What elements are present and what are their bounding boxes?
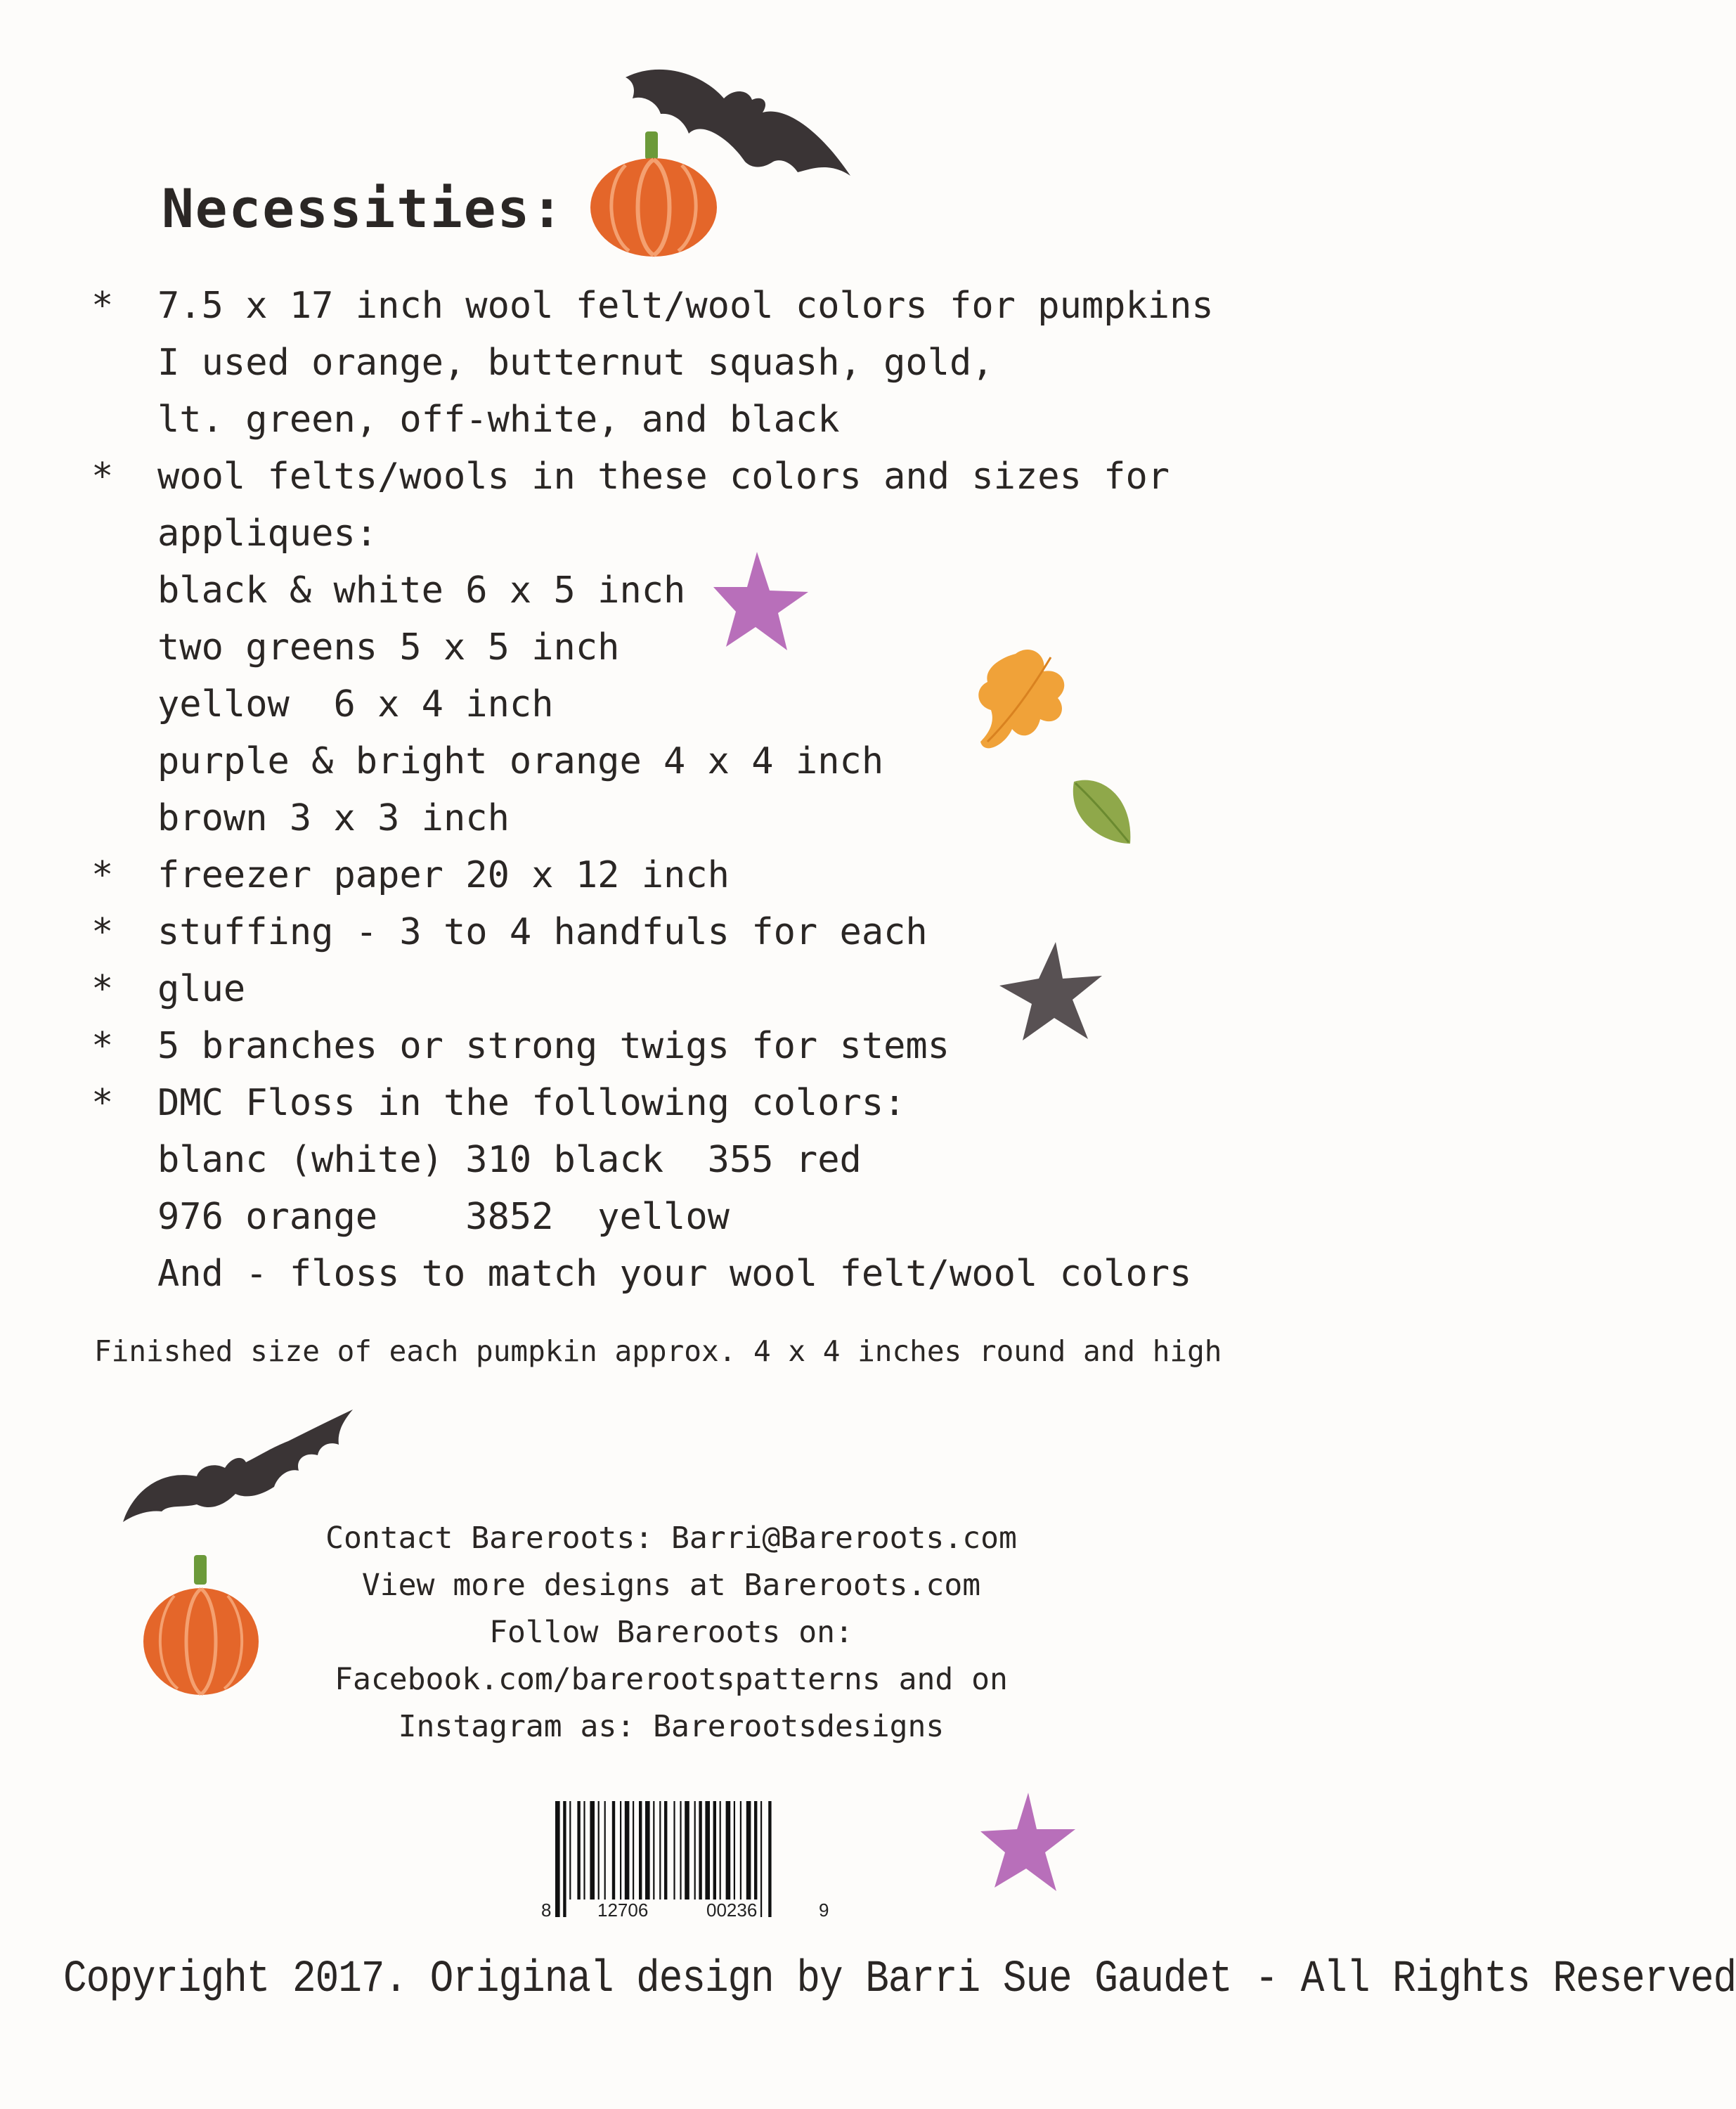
list-item-line: I used orange, butternut squash, gold, — [157, 342, 994, 384]
star-icon — [998, 942, 1103, 1047]
barcode-bar — [639, 1801, 642, 1900]
bullet: * — [91, 911, 114, 953]
star-icon — [713, 548, 812, 654]
list-item — [91, 1075, 1192, 1303]
bullet: * — [91, 854, 114, 896]
list-item-line: appliques: — [157, 512, 378, 555]
list-item-line: blanc (white) 310 black 355 red — [157, 1139, 862, 1181]
barcode-bar — [664, 1801, 667, 1900]
contact-follow-line: Follow Bareroots on: — [489, 1615, 853, 1650]
contact-email-line: Contact Bareroots: Barri@Bareroots.com — [325, 1521, 1017, 1556]
bullet: * — [91, 285, 114, 327]
barcode-bar — [577, 1801, 580, 1900]
barcode-bar — [746, 1801, 751, 1900]
contact-instagram-line: Instagram as: Barerootsdesigns — [398, 1709, 945, 1744]
leaf-icon — [1067, 773, 1137, 851]
barcode-bar — [740, 1801, 741, 1900]
list-item-line: 7.5 x 17 inch wool felt/wool colors for pumpkins — [157, 285, 1214, 327]
copyright-line: Copyright 2017. Original design by Barri Sue Gaudet - All Rights Reserved — [63, 1953, 1736, 2005]
page-title: Necessities: — [162, 177, 565, 240]
barcode-bar — [713, 1801, 716, 1900]
barcode-bar — [633, 1801, 634, 1900]
contact-block — [232, 1515, 1110, 1750]
barcode-bar — [583, 1801, 585, 1900]
bullet: * — [91, 456, 114, 498]
contact-facebook-line: Facebook.com/barerootspatterns and on — [335, 1662, 1008, 1697]
bullet: * — [91, 1025, 114, 1067]
barcode-left-group: 12706 — [597, 1900, 649, 1921]
barcode-bar — [705, 1801, 710, 1900]
barcode-bar — [598, 1801, 600, 1900]
list-item-line: black & white 6 x 5 inch — [157, 569, 686, 612]
list-item-line: purple & bright orange 4 x 4 inch — [157, 740, 884, 782]
barcode-bar — [720, 1801, 721, 1900]
barcode-bar — [699, 1801, 701, 1900]
list-item-line: DMC Floss in the following colors: — [157, 1082, 906, 1124]
list-item-line: stuffing - 3 to 4 handfuls for each — [157, 911, 928, 953]
list-item-line: two greens 5 x 5 inch — [157, 626, 620, 669]
star-icon — [980, 1793, 1079, 1895]
pumpkin-icon — [583, 130, 724, 260]
list-item-line: glue — [157, 968, 246, 1010]
barcode-bar — [673, 1801, 675, 1900]
barcode-bar — [625, 1801, 630, 1900]
barcode-number — [541, 1900, 836, 1928]
list-item-line: And - floss to match your wool felt/wool colors — [157, 1253, 1192, 1295]
bat-icon — [119, 1406, 358, 1529]
leaf-icon — [973, 643, 1075, 759]
barcode-right-group: 00236 — [706, 1900, 758, 1921]
barcode-bar — [680, 1801, 681, 1900]
barcode-bar — [694, 1801, 696, 1900]
barcode-bar — [590, 1801, 595, 1900]
barcode-bar — [612, 1801, 615, 1900]
barcode-bar — [734, 1801, 735, 1900]
list-item-line: yellow 6 x 4 inch — [157, 683, 554, 725]
list-item — [91, 278, 1214, 449]
barcode-bar — [620, 1801, 621, 1900]
barcode-bar — [653, 1801, 654, 1900]
barcode-bar — [726, 1801, 731, 1900]
barcode-bar — [604, 1801, 606, 1900]
necessities-list — [91, 278, 1214, 1303]
barcode-first-digit: 8 — [541, 1900, 552, 1921]
list-item-line: lt. green, off-white, and black — [157, 399, 840, 441]
contact-website-line: View more designs at Bareroots.com — [361, 1568, 981, 1603]
barcode-bar — [685, 1801, 689, 1900]
list-item — [91, 847, 1188, 904]
list-item-line: 5 branches or strong twigs for stems — [157, 1025, 950, 1067]
list-item-line: 976 orange 3852 yellow — [157, 1196, 730, 1238]
barcode-check-digit: 9 — [819, 1900, 829, 1921]
list-item-line: wool felts/wools in these colors and sizes for — [157, 456, 1170, 498]
list-item-line: freezer paper 20 x 12 inch — [157, 854, 730, 896]
barcode-bar — [645, 1801, 650, 1900]
finished-size-note: Finished size of each pumpkin approx. 4 x 4 inches round and high — [94, 1334, 1222, 1368]
barcode-bar — [659, 1801, 661, 1900]
barcode-bar — [569, 1801, 571, 1900]
bullet: * — [91, 968, 114, 1010]
barcode-bar — [754, 1801, 757, 1900]
list-item-line: brown 3 x 3 inch — [157, 797, 510, 839]
bullet: * — [91, 1082, 114, 1124]
